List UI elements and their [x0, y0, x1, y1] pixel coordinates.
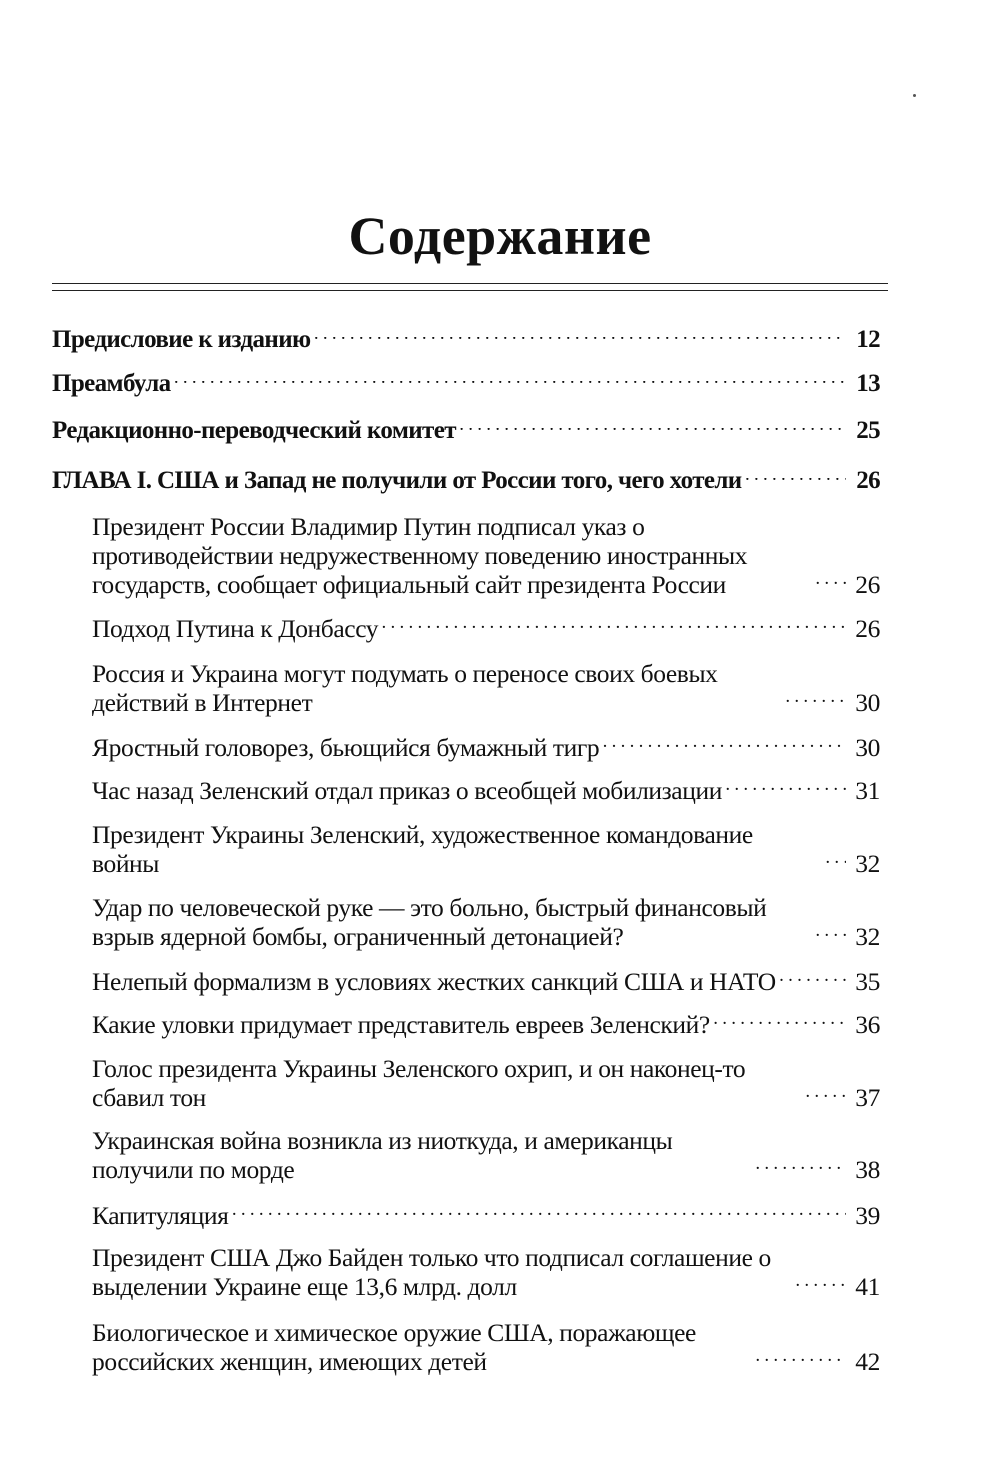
- toc-entry-page: 25: [856, 417, 880, 444]
- toc-entry-page: 38: [855, 1155, 880, 1184]
- toc-entry-title: Какие уловки придумает представитель евреев Зеленский?: [92, 1010, 710, 1039]
- toc-entry-title: Россия и Украина могут подумать о переносе своих боевых действий в Интернет: [92, 659, 718, 717]
- toc-entry[interactable]: [92, 659, 880, 717]
- dot-leader: [603, 744, 846, 756]
- toc-entry-title: Преамбула: [52, 370, 171, 397]
- toc-entry-title: Предисловие к изданию: [52, 326, 311, 353]
- page-speck: [913, 94, 916, 97]
- dot-leader: [726, 787, 846, 799]
- dot-leader: [382, 625, 846, 637]
- toc-entry-title: Подход Путина к Донбассу: [92, 614, 379, 643]
- toc-entry[interactable]: [52, 466, 880, 496]
- toc-entry[interactable]: [92, 893, 880, 951]
- dot-leader: [315, 337, 846, 349]
- toc-entry-page: 12: [856, 326, 880, 353]
- dot-leader: [786, 699, 846, 711]
- toc-entry-page: 42: [855, 1347, 880, 1376]
- dot-leader: [816, 933, 846, 945]
- toc-entry[interactable]: [52, 416, 880, 446]
- toc-entry-page: 26: [855, 614, 880, 643]
- toc-entry-title: Редакционно-переводческий комитет: [52, 417, 456, 444]
- dot-leader: [756, 1166, 846, 1178]
- toc-entry[interactable]: [92, 776, 880, 805]
- dot-leader: [175, 381, 846, 393]
- toc-entry[interactable]: [92, 820, 880, 878]
- toc-entry-page: 39: [855, 1201, 880, 1230]
- toc-entry-page: 32: [855, 922, 880, 951]
- dot-leader: [232, 1212, 846, 1224]
- toc-entry[interactable]: [92, 733, 880, 762]
- toc-entry-title: Капитуляция: [92, 1201, 229, 1230]
- title-divider-top: [52, 283, 888, 284]
- dot-leader: [806, 1094, 846, 1106]
- toc-entry-title: Президент США Джо Байден только что подписал соглашение о выделении Украине еще 13,6 млрд. долл: [92, 1243, 771, 1301]
- toc-entry[interactable]: [92, 1243, 880, 1301]
- toc-entry-page: 32: [855, 849, 880, 878]
- toc-entry[interactable]: [92, 512, 880, 599]
- toc-entry-title: Голос президента Украины Зеленского охрип, и он наконец-то сбавил тон: [92, 1054, 746, 1112]
- toc-entry-title: Президент Украины Зеленский, художественное командование войны: [92, 820, 753, 878]
- dot-leader: [756, 1358, 846, 1370]
- toc-entry[interactable]: [92, 614, 880, 643]
- dot-leader: [826, 860, 846, 872]
- toc-entry[interactable]: [92, 1318, 880, 1376]
- title-divider-bottom: [52, 290, 888, 291]
- toc-entry[interactable]: [92, 1010, 880, 1039]
- page-title: Содержание: [348, 206, 652, 266]
- toc-entry-title: Яростный головорез, бьющийся бумажный тигр: [92, 733, 600, 762]
- toc-entry-title: Президент России Владимир Путин подписал указ о противодействии недружественному поведению иностранных государств, сообщает официальный сайт президента России: [92, 512, 748, 599]
- toc-entry-title: Украинская война возникла из ниоткуда, и американцы получили по морде: [92, 1126, 673, 1184]
- toc-entry-page: 41: [855, 1272, 880, 1301]
- dot-leader: [714, 1021, 846, 1033]
- toc-entry-page: 36: [855, 1010, 880, 1039]
- toc-entry-page: 13: [856, 370, 880, 397]
- toc-entry-title: Удар по человеческой руке — это больно, быстрый финансовый взрыв ядерной бомбы, ограниченный детонацией?: [92, 893, 767, 951]
- toc-entry-page: 35: [855, 967, 880, 996]
- dot-leader: [780, 978, 846, 990]
- toc-entry-page: 26: [856, 467, 880, 494]
- toc-entry[interactable]: [92, 967, 880, 996]
- toc-entry[interactable]: [92, 1054, 880, 1112]
- toc-entry-title: Биологическое и химическое оружие США, поражающее российских женщин, имеющих детей: [92, 1318, 696, 1376]
- toc-entry-page: 37: [855, 1083, 880, 1112]
- toc-entry-page: 26: [855, 570, 880, 599]
- toc-entry-page: 31: [855, 776, 880, 805]
- dot-leader: [796, 1283, 846, 1295]
- dot-leader: [746, 478, 846, 490]
- toc-entry-title: ГЛАВА I. США и Запад не получили от России того, чего хотели: [52, 467, 742, 494]
- dot-leader: [816, 581, 846, 593]
- toc-entry[interactable]: [52, 369, 880, 399]
- toc-entry[interactable]: [92, 1126, 880, 1184]
- toc-entry-title: Нелепый формализм в условиях жестких санкций США и НАТО: [92, 967, 776, 996]
- dot-leader: [460, 428, 846, 440]
- toc-entry-title: Час назад Зеленский отдал приказ о всеобщей мобилизации: [92, 776, 722, 805]
- toc-entry-page: 30: [855, 688, 880, 717]
- toc-entry[interactable]: [92, 1201, 880, 1230]
- toc-entry[interactable]: [52, 325, 880, 355]
- toc-entry-page: 30: [855, 733, 880, 762]
